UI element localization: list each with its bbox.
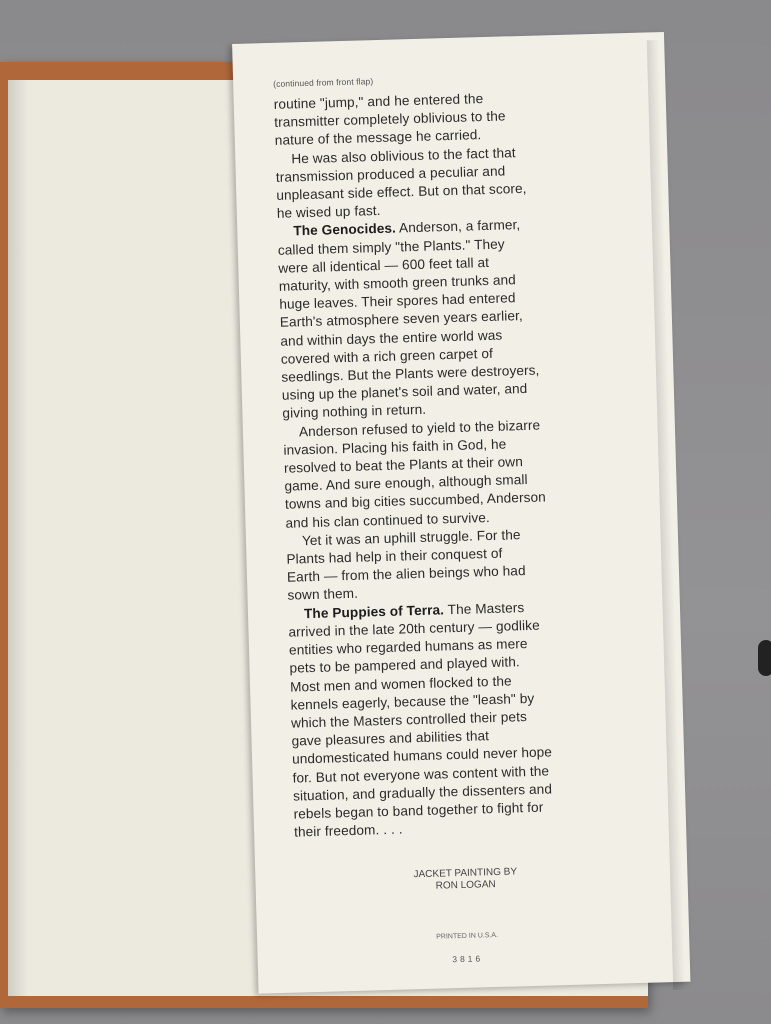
text-line: He was also oblivious to the fact that (291, 144, 516, 167)
text-line: covered with a rich green carpet of (280, 345, 494, 367)
text-line: unpleasant side effect. But on that score, (276, 180, 527, 203)
text-line: pets to be pampered and played with. (289, 654, 520, 676)
credit-line: JACKET PAINTING BY (413, 866, 518, 881)
text-line: routine "jump," and he entered the (273, 91, 484, 112)
text-line: entities who regarded humans as mere (288, 636, 528, 658)
paragraph-2 (275, 141, 617, 223)
text-line: using up the planet's soil and water, and (281, 381, 528, 404)
text-line: their freedom. . . . (293, 821, 403, 840)
text-line: were all identical — 600 feet tall at (278, 254, 490, 276)
text-line: called them simply "the Plants." They (277, 236, 505, 258)
text-line: for. But not everyone was content with the (292, 762, 550, 786)
text-line: which the Masters controlled their pets (290, 708, 528, 731)
paragraph-1 (274, 86, 615, 150)
text-line: he wised up fast. (276, 203, 381, 222)
text-line: rebels began to band together to fight for (293, 799, 544, 822)
genocides-heading: The Genocides. (293, 220, 397, 239)
text-run: The Masters (443, 599, 525, 618)
text-line: transmission produced a peculiar and (275, 163, 506, 185)
text-line: nature of the message he carried. (274, 127, 482, 149)
flap-text-block (273, 69, 634, 842)
text-line: Earth's atmosphere seven years earlier, (279, 308, 523, 331)
text-line: Yet it was an uphill struggle. For the (301, 527, 521, 549)
text-line: game. And sure enough, although small (284, 472, 528, 495)
text-line: situation, and gradually the dissenters and (292, 781, 553, 804)
paragraph-genocides (277, 214, 622, 424)
puppies-heading: The Puppies of Terra. (303, 602, 445, 621)
paragraph-puppies (288, 596, 634, 842)
text-line: arrived in the late 20th century — godlike (288, 617, 540, 640)
text-line: resolved to beat the Plants at their own (283, 454, 524, 476)
text-line: huge leaves. Their spores had entered (279, 290, 516, 313)
text-line: transmitter completely oblivious to the (274, 108, 506, 131)
text-line: Anderson refused to yield to the bizarre (298, 417, 541, 439)
dust-jacket-flap (232, 32, 690, 994)
text-line: Most men and women flocked to the (289, 672, 512, 695)
paragraph-4 (283, 414, 626, 533)
credit-artist: RON LOGAN (435, 879, 496, 892)
jacket-credits (365, 865, 566, 895)
paragraph-5 (286, 523, 628, 605)
continued-note: (continued from front flap) (273, 76, 374, 89)
text-run: Anderson, a farmer, (395, 217, 521, 236)
printed-in-label: PRINTED IN U.S.A. (436, 931, 499, 941)
text-line: kennels eagerly, because the "leash" by (290, 690, 535, 713)
background-object (758, 640, 771, 676)
price-code: 3816 (452, 953, 484, 965)
text-line: sown them. (287, 586, 359, 604)
text-line: giving nothing in return. (282, 402, 427, 422)
text-line: seedlings. But the Plants were destroyers, (281, 362, 540, 385)
text-line: and within days the entire world was (280, 327, 503, 349)
text-line: invasion. Placing his faith in God, he (283, 436, 507, 458)
text-line: gave pleasures and abilities that (291, 728, 490, 749)
text-line: Plants had help in their conquest of (286, 545, 503, 567)
text-line: Earth — from the alien beings who had (286, 563, 526, 585)
endpaper-shadow (8, 80, 28, 996)
text-line: maturity, with smooth green trunks and (278, 272, 517, 294)
text-line: towns and big cities succumbed, Anderson (284, 489, 546, 513)
text-line: undomesticated humans could never hope (291, 744, 553, 767)
text-line: and his clan continued to survive. (285, 509, 491, 531)
